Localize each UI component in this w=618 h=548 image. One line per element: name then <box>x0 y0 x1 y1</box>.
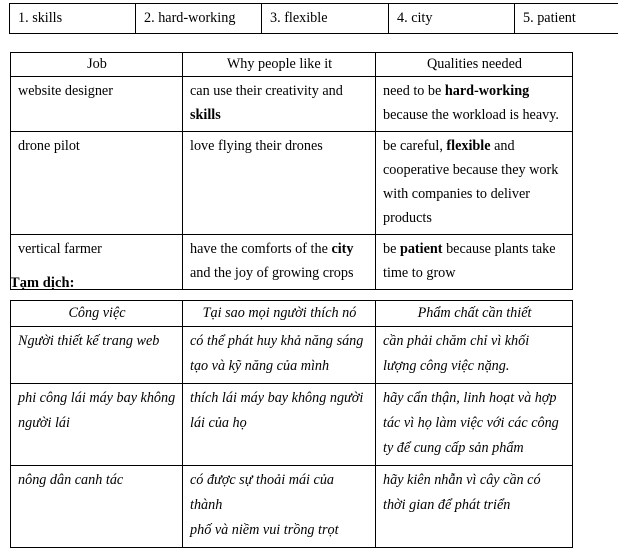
text-line: because the workload is heavy. <box>383 103 566 127</box>
table-row <box>11 327 573 384</box>
keyword-patient: patient <box>400 241 443 257</box>
table-row <box>11 77 573 132</box>
text-line: có được sự thoải mái của thành <box>190 468 369 518</box>
table-header-row <box>11 53 573 77</box>
column-header-qualities: Qualities needed <box>376 53 573 77</box>
text-line: ty để cung cấp sản phẩm <box>383 436 566 461</box>
keyword-flexible: flexible <box>446 138 490 154</box>
answer-cell-1: 1. skills <box>10 4 136 34</box>
answer-key-table <box>9 3 618 34</box>
text-fragment: and <box>491 138 515 154</box>
text-line <box>383 237 566 261</box>
text-fragment: need to be <box>383 83 445 99</box>
cell-why <box>183 384 376 466</box>
text-line: hãy kiên nhẫn vì cây cần có <box>383 468 566 493</box>
translation-label: Tạm dịch: <box>10 274 74 292</box>
text-line: phố và niềm vui trồng trọt <box>190 518 369 543</box>
cell-qualities <box>376 466 573 548</box>
text-line: products <box>383 206 566 230</box>
answer-cell-2: 2. hard-working <box>136 4 262 34</box>
column-header-job: Job <box>11 53 183 77</box>
text-line <box>383 134 566 158</box>
text-line: love flying their drones <box>190 134 369 158</box>
table-row <box>11 235 573 290</box>
text-line: lái của họ <box>190 411 369 436</box>
answer-cell-3: 3. flexible <box>262 4 389 34</box>
cell-qualities <box>376 384 573 466</box>
jobs-table <box>10 52 573 290</box>
cell-qualities <box>376 77 573 132</box>
cell-job <box>11 384 183 466</box>
column-header-congviec: Công việc <box>11 301 183 327</box>
cell-why <box>183 466 376 548</box>
answer-cell-5: 5. patient <box>515 4 618 34</box>
cell-qualities <box>376 235 573 290</box>
text-fragment: because plants take <box>443 241 556 257</box>
cell-qualities <box>376 132 573 235</box>
text-fragment: be careful, <box>383 138 446 154</box>
cell-job: Người thiết kế trang web <box>11 327 183 384</box>
text-fragment: be <box>383 241 400 257</box>
translation-table <box>10 300 573 548</box>
text-line: time to grow <box>383 261 566 285</box>
cell-job: nông dân canh tác <box>11 466 183 548</box>
cell-why <box>183 235 376 290</box>
table-row <box>10 4 618 34</box>
cell-why <box>183 132 376 235</box>
cell-why <box>183 77 376 132</box>
answer-cell-4: 4. city <box>389 4 515 34</box>
text-line <box>190 237 369 261</box>
text-line: có thể phát huy khả năng sáng <box>190 329 369 354</box>
table-header-row <box>11 301 573 327</box>
text-line: phi công lái máy bay không <box>18 386 176 411</box>
cell-job: drone pilot <box>11 132 183 235</box>
text-line: người lái <box>18 411 176 436</box>
keyword-skills: skills <box>190 107 221 123</box>
text-line: thời gian để phát triển <box>383 493 566 518</box>
cell-job: vertical farmer <box>11 235 183 290</box>
text-line: cần phải chăm chỉ vì khối <box>383 329 566 354</box>
text-line: with companies to deliver <box>383 182 566 206</box>
text-fragment: have the comforts of the <box>190 241 331 257</box>
text-line: thích lái máy bay không người <box>190 386 369 411</box>
text-line: can use their creativity and <box>190 79 369 103</box>
table-row <box>11 466 573 548</box>
text-line: lượng công việc nặng. <box>383 354 566 379</box>
column-header-why: Why people like it <box>183 53 376 77</box>
keyword-hard-working: hard-working <box>445 83 529 99</box>
table-row <box>11 132 573 235</box>
table-row <box>11 384 573 466</box>
text-line: cooperative because they work <box>383 158 566 182</box>
cell-job: website designer <box>11 77 183 132</box>
cell-qualities <box>376 327 573 384</box>
text-line: hãy cẩn thận, linh hoạt và hợp <box>383 386 566 411</box>
text-line: tác vì họ làm việc với các công <box>383 411 566 436</box>
text-line: tạo và kỹ năng của mình <box>190 354 369 379</box>
column-header-phamchat: Phẩm chất cần thiết <box>376 301 573 327</box>
cell-why <box>183 327 376 384</box>
keyword-city: city <box>331 241 353 257</box>
text-line <box>383 79 566 103</box>
text-line-bold <box>190 103 369 127</box>
text-line: and the joy of growing crops <box>190 261 369 285</box>
column-header-taisao: Tại sao mọi người thích nó <box>183 301 376 327</box>
